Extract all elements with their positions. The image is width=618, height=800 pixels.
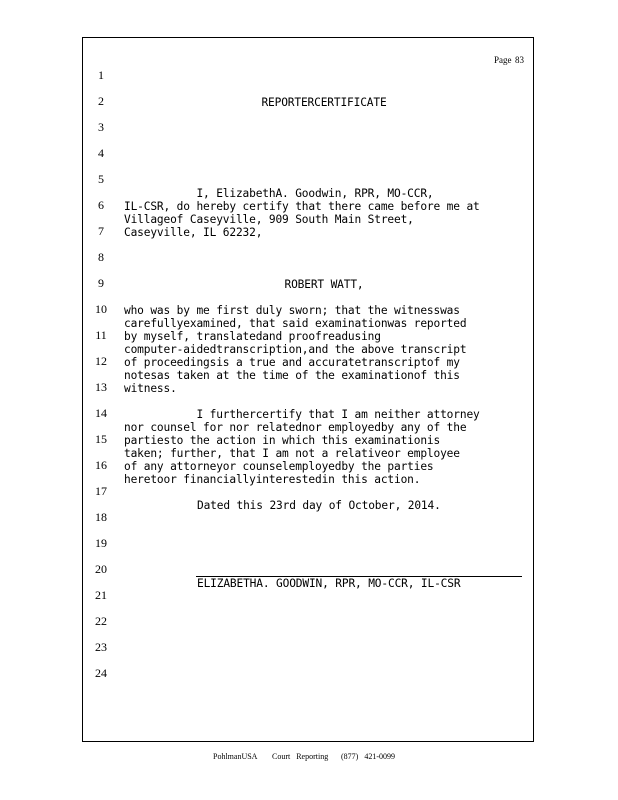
line-number: 16 [95,458,107,472]
sworn-line: witness. [124,382,177,395]
line-number: 1 [98,68,104,82]
intro-line: Caseyville, IL 62232, [124,226,263,239]
line-number: 23 [95,640,107,654]
line-number: 12 [95,354,107,368]
line-number: 18 [95,510,107,524]
line-number: 3 [98,120,104,134]
line-number: 19 [95,536,107,550]
further-line: heretoor financiallyinterestedin this action. [124,473,421,486]
page-number: 83 [515,55,524,65]
intro-line: Villageof Caseyville, 909 South Main Street, [124,213,414,226]
line-number: 9 [98,276,104,290]
line-number: 17 [95,484,107,498]
dated-line: Dated this 23rd day of October, 2014. [197,499,441,512]
line-number: 11 [95,328,107,342]
line-number: 4 [98,146,104,160]
intro-line: I, ElizabethA. Goodwin, RPR, MO-CCR, [124,187,434,200]
line-number: 10 [95,302,107,316]
further-line: of any attorneyor counselemployedby the parties [124,460,434,473]
witness-name: ROBERT WATT, [284,278,364,291]
further-line: taken; further, that I am not a relativeor employee [124,447,460,460]
further-line: I furthercertify that I am neither attorney [124,408,480,421]
further-line: partiesto the action in which this examinationis [124,434,441,447]
line-number: 24 [95,666,107,680]
line-number: 13 [95,380,107,394]
sworn-line: notesas taken at the time of the examinationof this [124,369,460,382]
further-line: nor counsel for nor relatednor employedby any of the [124,421,467,434]
intro-line: IL-CSR, do hereby certify that there came before me at [124,200,480,213]
line-number: 22 [95,614,107,628]
certificate-title: REPORTERCERTIFICATE [261,96,387,109]
line-number: 20 [95,562,107,576]
line-number: 6 [98,198,104,212]
sworn-line: computer-aidedtranscription,and the above transcript [124,343,467,356]
line-number: 5 [98,172,104,186]
footer-phone: (877) 421-0099 [341,752,395,761]
footer-service: Court Reporting [272,752,329,761]
signature-name: ELIZABETHA. GOODWIN, RPR, MO-CCR, IL-CSR [197,577,461,590]
footer-company: PohlmanUSA [213,752,258,761]
sworn-line: who was by me first duly sworn; that the witnesswas [124,304,460,317]
line-number: 7 [98,224,104,238]
line-number: 21 [95,588,107,602]
page-label: Page [494,55,512,65]
line-number: 15 [95,432,107,446]
line-number: 14 [95,406,107,420]
sworn-line: by myself, translatedand proofreadusing [124,330,381,343]
sworn-line: carefullyexamined, that said examinationwas reported [124,317,467,330]
line-number: 2 [98,94,104,108]
line-number: 8 [98,250,104,264]
sworn-line: of proceedingsis a true and accuratetranscriptof my [124,356,460,369]
